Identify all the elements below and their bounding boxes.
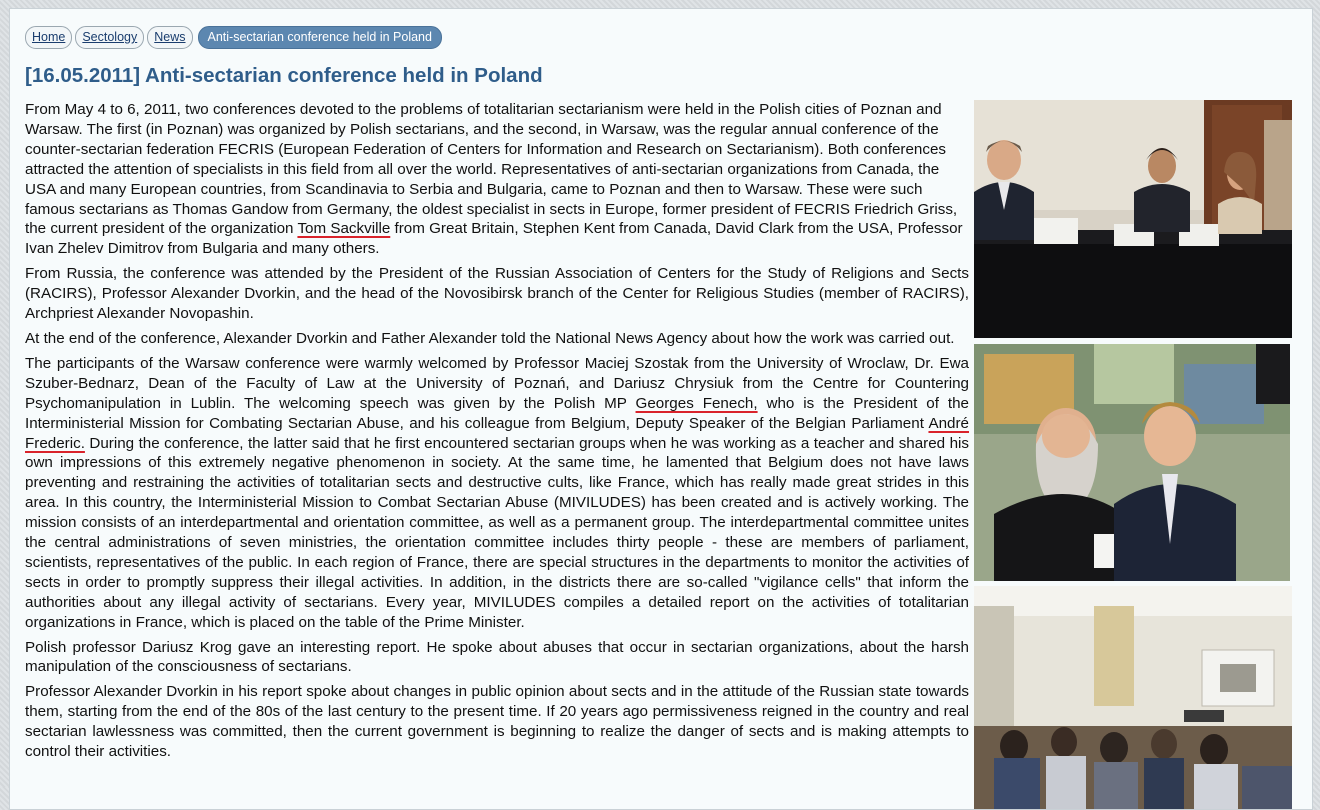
conference-audience-photo (974, 586, 1292, 809)
dvorkin-portrait-photo (974, 344, 1290, 581)
article-paragraph: At the end of the conference, Alexander Dvorkin and Father Alexander told the National News Agency about how the work was carried out. (25, 329, 955, 347)
tom-sackville-link[interactable]: Tom Sackville (297, 220, 391, 238)
paragraph-text: The participants of the Warsaw conference were warmly welcomed by Professor Maciej Szostak from the University of Wroclaw, Dr. Ewa Szuber-Bednarz, Dean of the Faculty of Law at the University of Poznań, and Dariusz Chrysiuk from the Centre for Countering Psychomanipulation in Lublin. The welcoming speech was given by the Polish MP (25, 354, 969, 412)
article-paragraph (25, 354, 969, 633)
paragraph-text: From May 4 to 6, 2011, two conferences devoted to the problems of totalitarian sectarianism were held in the Polish cities of Poznan and Warsaw. The first (in Poznan) was organized by Polish sectarians, and the second, in Warsaw, was the regular annual conference of the counter-sectarian federation FECRIS (European Federation of Centers for Information and Research on Sectarianism). Both conferences attracted the attention of specialists in this field from all over the world. Representatives of anti-sectarian organizations from Canada, the USA and many European countries, from Scandinavia to Serbia and Bulgaria, came to Poznan and then to Warsaw. These were such famous sectarians as Thomas Gandow from Germany, the oldest specialist in sects in Europe, former president of FECRIS Friedrich Griss, the current president of the organization (25, 101, 958, 238)
andre-frederic-link[interactable]: André Frederic. (25, 414, 969, 452)
content-panel (9, 8, 1313, 810)
article-body (25, 100, 969, 767)
breadcrumb (25, 26, 442, 49)
paragraph-text: from Great Britain, Stephen Kent from Canada, David Clark from the USA, Professor Ivan Zhelev Dimitrov from Bulgaria and many others. (25, 220, 963, 258)
article-paragraph (25, 100, 969, 259)
article-paragraph: From Russia, the conference was attended by the President of the Russian Association of Centers for the Study of Religions and Sects (RACIRS), Professor Alexander Dvorkin, and the head of the Novosibirsk branch of the Center for Religious Studies (member of RACIRS), Archpriest Alexander Novopashin. (25, 265, 969, 323)
conference-panel-photo (974, 100, 1292, 338)
georges-fenech-link[interactable]: Georges Fenech, (635, 394, 758, 412)
breadcrumb-current: Anti-sectarian conference held in Poland (198, 26, 442, 49)
breadcrumb-sectology-link[interactable]: Sectology (75, 26, 144, 49)
breadcrumb-news-link[interactable]: News (147, 26, 192, 49)
page-title: [16.05.2011] Anti-sectarian conference held in Poland (25, 64, 543, 87)
paragraph-text: who is the President of the Interministerial Mission for Combating Sectarian Abuse, and his colleague from Belgium, Deputy Speaker of the Belgian Parliament (25, 394, 970, 432)
article-paragraph: Polish professor Dariusz Krog gave an interesting report. He spoke about abuses that occur in sectarian organizations, about the harsh manipulation of the consciousness of sectarians. (25, 638, 969, 676)
paragraph-text: During the conference, the latter said that he first encountered sectarian groups when he was working as a teacher and shared his own impressions of this extremely negative phenomenon in society. At the same time, he lamented that Belgium does not have laws preventing and restraining the activities of totalitarian sects and destructive cults, like France, which has really made great strides in this area. In this country, the Interministerial Mission to Combat Sectarian Abuse (MIVILUDES) has been created and is actively working. The mission consists of an interdepartmental and orientation committee, as well as a permanent group. The interdepartmental committee unites the central administrations of seven ministries, the orientation committee includes thirty people - these are members of parliament, scientists, representatives of the public. In each region of France, there are special structures in the departments to monitor the activities of sects in order to promptly suppress their illegal activities. In addition, in the districts there are so-called "vigilance cells" that inform the authorities about any illegal activity of sectarians. Every year, MIVILUDES compiles a detailed report on the activities of totalitarian organizations in France, which is placed on the table of the Prime Minister. (25, 434, 969, 631)
breadcrumb-home-link[interactable]: Home (25, 26, 72, 49)
article-paragraph: Professor Alexander Dvorkin in his report spoke about changes in public opinion about sects and in the attitude of the Russian state towards them, starting from the end of the 80s of the last century to the present time. If 20 years ago permissiveness reigned in the country and real sectarian lawlessness was committed, then the current government is beginning to realize the danger of sects and is making attempts to control their activities. (25, 683, 969, 761)
